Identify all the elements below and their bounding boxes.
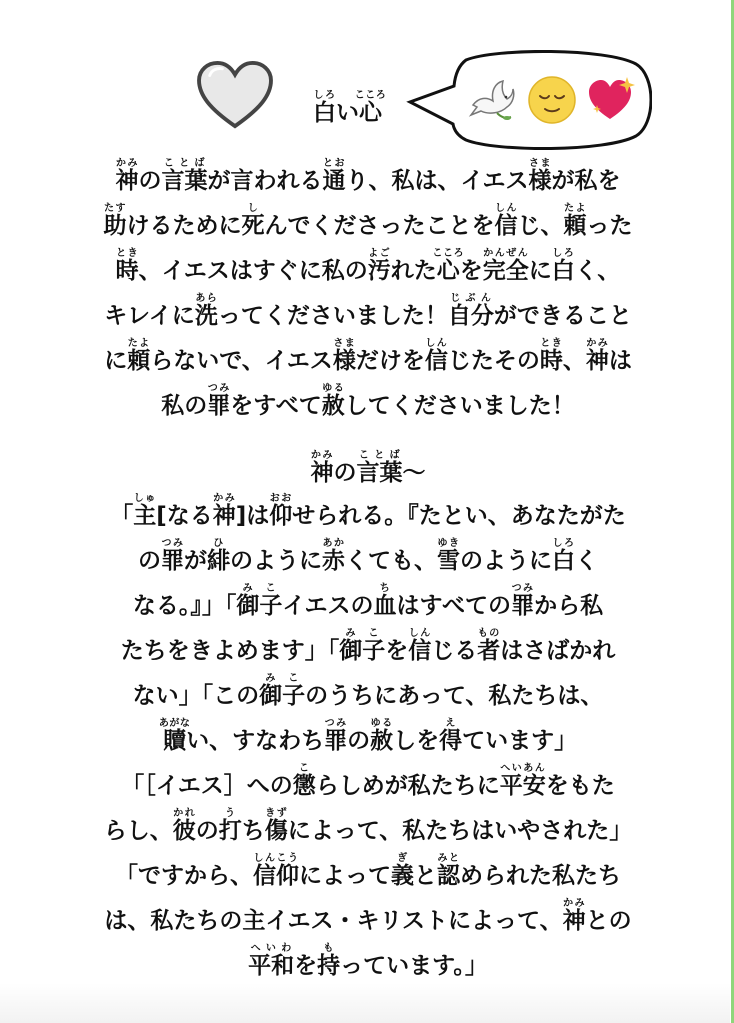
ruby-base: 言葉 (161, 168, 208, 194)
ruby-base: 血 (373, 593, 397, 619)
ruby-word (313, 90, 336, 126)
header (0, 50, 730, 160)
ruby-base: 信 (408, 638, 432, 664)
ruby-word (356, 450, 403, 486)
text-run: してくださいました！ (344, 393, 575, 419)
ruby-word (424, 338, 448, 374)
furigana: こころ (432, 248, 465, 259)
ruby-base: 洗 (194, 303, 218, 329)
furigana: みこ (236, 583, 283, 594)
ruby-base: 罪 (161, 548, 184, 574)
ruby-word (133, 493, 157, 529)
text-run: に (104, 348, 128, 374)
ruby-word (194, 293, 218, 329)
ruby-base: 様 (332, 348, 356, 374)
furigana: かみ (115, 158, 139, 169)
furigana: たよ (563, 203, 587, 214)
text-run: なる。』」「 (132, 593, 237, 619)
ruby-word (115, 248, 139, 284)
ruby-word (322, 158, 346, 194)
ruby-base: 御子 (236, 593, 283, 619)
furigana: あがな (158, 718, 191, 729)
ruby-base: 平和 (248, 953, 295, 979)
text-run: によって (299, 863, 391, 889)
ruby-base: 赦 (321, 393, 345, 419)
text-run: 「 (110, 503, 134, 529)
ruby-base: 死 (241, 213, 265, 239)
furigana: ゆる (370, 718, 394, 729)
ruby-base: 助 (103, 213, 127, 239)
verse-line (68, 763, 668, 808)
paragraph-line (68, 383, 668, 428)
text-run: くても、 (345, 548, 437, 574)
ruby-base: 罪 (324, 728, 348, 754)
furigana: かんぜん (482, 248, 529, 259)
text-run: を (294, 953, 318, 979)
ruby-base: 汚 (367, 258, 391, 284)
verses-heading (68, 450, 668, 495)
text-run: だけを (355, 348, 425, 374)
ruby-base: 傷 (264, 818, 288, 844)
ruby-word (158, 718, 191, 754)
ruby-base: 心 (354, 100, 387, 126)
ruby-base: 仰 (269, 503, 293, 529)
text-run: のうちにあって、私たちは、 (305, 683, 604, 709)
verse-line (68, 943, 668, 988)
text-run: らしめが私たちに (315, 773, 500, 799)
title-line (313, 90, 386, 127)
ruby-base: 信 (424, 348, 448, 374)
ruby-base: 神 (585, 348, 609, 374)
text-run: 、イエスはすぐに私の (138, 258, 368, 284)
furigana: ことば (356, 450, 403, 461)
ruby-base: 罪 (511, 593, 535, 619)
ruby-base: 言葉 (356, 460, 403, 486)
ruby-base: 懲 (292, 773, 316, 799)
ruby-base: 緋 (207, 548, 230, 574)
text-run: が (184, 548, 207, 574)
furigana: あか (322, 538, 345, 549)
furigana: しんこう (253, 853, 299, 864)
text-run: く、 (574, 258, 621, 284)
ruby-base: 御子 (339, 638, 386, 664)
text-run: たちをきよめます」「 (120, 638, 340, 664)
ruby-word (236, 583, 283, 619)
ruby-word (115, 158, 139, 194)
ruby-base: 白 (313, 100, 336, 126)
ruby-word (551, 248, 575, 284)
furigana: よご (367, 248, 391, 259)
text-run: 「［イエス］への (121, 773, 293, 799)
verse-line (68, 808, 668, 853)
ruby-word (127, 338, 151, 374)
text-run: らし、 (103, 818, 173, 844)
verse-line (68, 538, 668, 583)
ruby-word (332, 338, 356, 374)
text-run: はすべての (396, 593, 512, 619)
ruby-word (437, 853, 460, 889)
ruby-word (370, 718, 394, 754)
furigana: しん (408, 628, 432, 639)
ruby-word (212, 493, 236, 529)
bible-verses (68, 493, 668, 988)
ruby-base: 信仰 (253, 863, 299, 889)
text-run: ない」「この (132, 683, 260, 709)
paragraph-line (68, 248, 668, 293)
ruby-base: 通 (322, 168, 346, 194)
ruby-word (373, 583, 397, 619)
ruby-base: 平安 (499, 773, 546, 799)
ruby-base: 信 (494, 213, 518, 239)
furigana: し (241, 203, 265, 214)
ruby-word (207, 538, 230, 574)
text-run: によって、私たちはいやされた」 (287, 818, 633, 844)
testimony-paragraph (68, 158, 668, 428)
ruby-word (511, 583, 535, 619)
ruby-word (324, 718, 348, 754)
text-run: じ、 (517, 213, 564, 239)
furigana: じぶん (447, 293, 494, 304)
furigana: ゆき (437, 538, 460, 549)
ruby-base: 主 (133, 503, 157, 529)
text-run: く (575, 548, 598, 574)
ruby-word (317, 943, 341, 979)
text-run: り、私は、イエス (345, 168, 529, 194)
ruby-base: 時 (539, 348, 563, 374)
furigana: ことば (161, 158, 208, 169)
ruby-word (408, 628, 432, 664)
text-run: との (585, 908, 632, 934)
text-run: イエスの (282, 593, 374, 619)
ruby-word (499, 763, 546, 799)
text-run: ています」 (462, 728, 578, 754)
furigana: とき (115, 248, 139, 259)
furigana: かみ (212, 493, 236, 504)
furigana: つみ (161, 538, 184, 549)
ruby-word (494, 203, 518, 239)
furigana: かみ (562, 898, 586, 909)
ruby-word (269, 493, 293, 529)
ruby-word (264, 808, 288, 844)
text-run: を (459, 258, 483, 284)
text-run: と (414, 863, 437, 889)
furigana: ち (373, 583, 397, 594)
ruby-word (447, 293, 494, 329)
furigana: かみ (585, 338, 609, 349)
text-run: じる (431, 638, 478, 664)
ruby-base: 頼 (127, 348, 151, 374)
furigana: も (317, 943, 341, 954)
furigana: かれ (172, 808, 196, 819)
ruby-base: 赦 (370, 728, 394, 754)
furigana: へいわ (248, 943, 295, 954)
ruby-base: 完全 (482, 258, 529, 284)
furigana: みと (437, 853, 460, 864)
furigana: みこ (259, 673, 306, 684)
ruby-word (161, 158, 208, 194)
ruby-word (310, 450, 334, 486)
text-run: せられる。『たとい、あなたがた (292, 503, 626, 529)
text-run: [なる (156, 503, 213, 529)
text-run: った (586, 213, 633, 239)
text-run: じたその (447, 348, 540, 374)
text-run: に (528, 258, 552, 284)
text-run: は (608, 348, 632, 374)
ruby-word (218, 808, 242, 844)
ruby-word (241, 203, 265, 239)
ruby-word (321, 383, 345, 419)
text-run: ってくださいました！ (217, 303, 448, 329)
ruby-word (528, 158, 552, 194)
furigana: つみ (511, 583, 535, 594)
verse-line (68, 583, 668, 628)
furigana: しん (424, 338, 448, 349)
text-run: けるために (126, 213, 242, 239)
ruby-base: 神 (310, 460, 334, 486)
furigana: へいあん (499, 763, 546, 774)
ruby-word (585, 338, 609, 374)
ruby-base: 白 (552, 548, 575, 574)
ruby-word (552, 538, 575, 574)
furigana: おお (269, 493, 293, 504)
ruby-base: 心 (432, 258, 465, 284)
ruby-base: 神 (115, 168, 139, 194)
text-run: 「ですから、 (115, 863, 253, 889)
paragraph-line (68, 203, 668, 248)
ruby-word (207, 383, 231, 419)
furigana: つみ (207, 383, 231, 394)
ruby-word (432, 248, 465, 284)
paragraph-line (68, 293, 668, 338)
ruby-base: 雪 (437, 548, 460, 574)
dove-icon (467, 75, 517, 125)
furigana: しろ (313, 90, 336, 101)
text-run: ができること (493, 303, 632, 329)
ruby-base: 義 (391, 863, 414, 889)
verse-line (68, 718, 668, 763)
furigana: こ (292, 763, 316, 774)
bubble-emoji-row (462, 72, 642, 128)
ruby-word (391, 853, 414, 889)
text-run: い、すなわち (186, 728, 325, 754)
verse-line (68, 628, 668, 673)
text-run: が私を (551, 168, 621, 194)
ruby-base: 罪 (207, 393, 231, 419)
furigana: さま (528, 158, 552, 169)
ruby-word (161, 538, 184, 574)
verse-line (68, 853, 668, 898)
ruby-base: 白 (551, 258, 575, 284)
text-run: んでくださったことを (264, 213, 495, 239)
text-run: の (347, 728, 371, 754)
ruby-word (259, 673, 306, 709)
text-run: をもた (545, 773, 615, 799)
ruby-base: 得 (439, 728, 463, 754)
ruby-base: 様 (528, 168, 552, 194)
text-run: の (333, 460, 357, 486)
ruby-word (562, 898, 586, 934)
ruby-word (439, 718, 463, 754)
sparkling-heart-icon (587, 75, 637, 125)
text-run: い (336, 100, 359, 126)
text-run: の (138, 548, 161, 574)
furigana: え (439, 718, 463, 729)
furigana: とお (322, 158, 346, 169)
ruby-word (339, 628, 386, 664)
paragraph-line (68, 158, 668, 203)
ruby-base: 頼 (563, 213, 587, 239)
text-run: っています。」 (340, 953, 488, 979)
ruby-base: 時 (115, 258, 139, 284)
text-run: らないで、イエス (150, 348, 333, 374)
ruby-base: 贖 (158, 728, 191, 754)
furigana: きず (264, 808, 288, 819)
ruby-word (437, 538, 460, 574)
bottom-fade (0, 983, 730, 1023)
furigana: みこ (339, 628, 386, 639)
furigana: つみ (324, 718, 348, 729)
furigana: さま (332, 338, 356, 349)
text-run: をすべて (230, 393, 322, 419)
ruby-base: 神 (212, 503, 236, 529)
ruby-word (322, 538, 345, 574)
furigana: ひ (207, 538, 230, 549)
furigana: たす (103, 203, 127, 214)
ruby-word (482, 248, 529, 284)
verse-line (68, 673, 668, 718)
ruby-base: 赤 (322, 548, 345, 574)
furigana: こころ (354, 90, 387, 101)
verse-line (68, 898, 668, 943)
text-run: が言われる (207, 168, 323, 194)
text-run: キレイに (104, 303, 195, 329)
ruby-word (292, 763, 316, 799)
furigana: しん (494, 203, 518, 214)
text-run: 、 (562, 348, 586, 374)
relieved-face-icon (527, 75, 577, 125)
furigana: あら (194, 293, 218, 304)
text-run: は、私たちの主イエス・キリストによって、 (104, 908, 563, 934)
text-run: ]は (235, 503, 270, 529)
furigana: しゅ (133, 493, 157, 504)
ruby-base: 打 (218, 818, 242, 844)
furigana: う (218, 808, 242, 819)
ruby-base: 者 (477, 638, 501, 664)
ruby-word (248, 943, 295, 979)
ruby-word (367, 248, 391, 284)
ruby-word (563, 203, 587, 239)
ruby-word (172, 808, 196, 844)
ruby-base: 彼 (172, 818, 196, 844)
furigana: たよ (127, 338, 151, 349)
ruby-word (539, 338, 563, 374)
furigana: もの (477, 628, 501, 639)
ruby-word (253, 853, 299, 889)
ruby-word (354, 90, 387, 126)
furigana: しろ (551, 248, 575, 259)
furigana: とき (539, 338, 563, 349)
ruby-base: 持 (317, 953, 341, 979)
ruby-base: 認 (437, 863, 460, 889)
text-run: れた (390, 258, 437, 284)
furigana: しろ (552, 538, 575, 549)
text-run: の (195, 818, 219, 844)
heading-line (68, 450, 668, 495)
text-run: 私の (161, 393, 208, 419)
ruby-word (477, 628, 501, 664)
ruby-word (103, 203, 127, 239)
verse-line (68, 493, 668, 538)
page-title (313, 90, 386, 127)
text-run: のように (460, 548, 552, 574)
text-run: はさばかれ (500, 638, 616, 664)
text-run: の (138, 168, 162, 194)
text-run: から私 (534, 593, 604, 619)
text-run: められた私たち (460, 863, 621, 889)
furigana: かみ (310, 450, 334, 461)
furigana: ゆる (321, 383, 345, 394)
paragraph-line (68, 338, 668, 383)
ruby-base: 御子 (259, 683, 306, 709)
ruby-base: 自分 (447, 303, 494, 329)
text-run: のように (230, 548, 322, 574)
text-run: しを (393, 728, 440, 754)
text-run: ち (241, 818, 265, 844)
text-run: を (385, 638, 409, 664)
ruby-base: 神 (562, 908, 586, 934)
text-run: 〜 (402, 460, 426, 486)
furigana: ぎ (391, 853, 414, 864)
white-heart-icon (196, 60, 274, 130)
